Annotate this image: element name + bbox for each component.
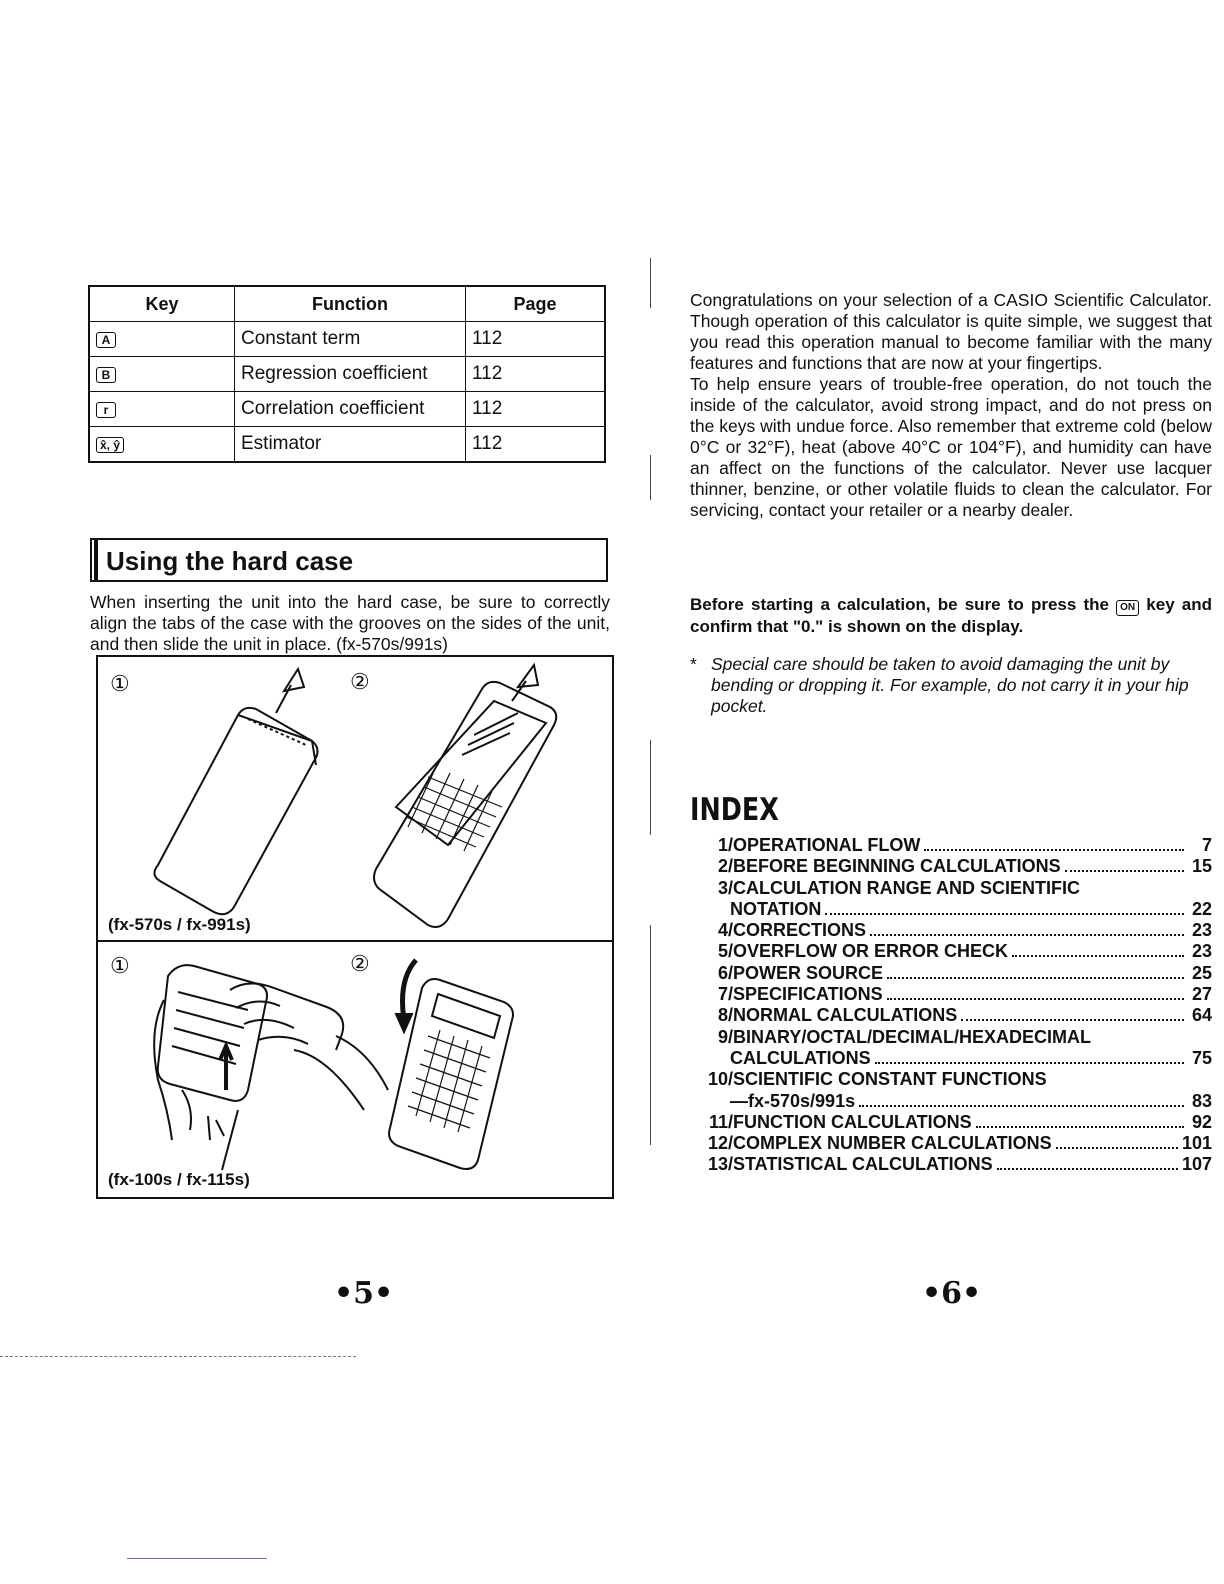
index-leader-dots [961, 1019, 1184, 1021]
index-entry-page: 75 [1191, 1047, 1212, 1068]
step-1-label: ① [110, 953, 130, 978]
index-entry-continuation [690, 1091, 1212, 1112]
index-entry-label: CALCULATION RANGE AND SCIENTIFIC [733, 877, 1080, 898]
index-leader-dots [924, 849, 1184, 851]
index-leader-dots [875, 1062, 1184, 1064]
index-entry-label: FUNCTION CALCULATIONS [733, 1111, 972, 1132]
index-number: 11 [708, 1111, 728, 1132]
index-entry [690, 984, 1212, 1005]
index-entry-page: 22 [1191, 898, 1212, 919]
intro-text [690, 290, 1212, 521]
index-number: 3 [717, 877, 728, 898]
care-paragraph: To help ensure years of trouble-free operation, do not touch the inside of the calculator, avoid strong impact, and do not press on the keys with undue force. Also remember that extreme cold (below 0°C or 32°F), heat (above 40°C or 104°F), and humidity can have an affect on the functions of the calculator. Never use lacquer thinner, benzine, or other volatile fluids to clean the calculator. For servicing, contact your retailer or a nearby dealer. [690, 374, 1212, 520]
header-function: Function [235, 286, 466, 322]
header-key: Key [89, 286, 235, 322]
caption-top: (fx-570s / fx-991s) [108, 915, 251, 934]
index-number: 13 [707, 1154, 728, 1175]
index-entry-label: NORMAL CALCULATIONS [733, 1005, 958, 1026]
index-entry-number: 10/ [707, 1069, 733, 1090]
index-entry-number: 5/ [717, 941, 733, 962]
start-instruction-part2: key and confirm that "0." is shown on the display. [690, 595, 1213, 636]
index-entry-number: 4/ [717, 920, 733, 941]
index-entry-number: 2/ [717, 856, 733, 877]
index-list [690, 835, 1212, 1176]
index-leader-dots [887, 977, 1184, 979]
page-cell: 112 [466, 322, 606, 357]
index-entry-label: COMPLEX NUMBER CALCULATIONS [733, 1133, 1052, 1154]
index-entry-label: SCIENTIFIC CONSTANT FUNCTIONS [733, 1069, 1047, 1090]
section-heading-box [90, 538, 608, 582]
note-asterisk: * [690, 654, 697, 674]
index-entry-continuation [690, 1048, 1212, 1069]
index-entry-number: 13/ [707, 1154, 733, 1175]
index-entry [690, 1027, 1212, 1048]
function-cell: Constant term [235, 322, 466, 357]
scan-rule [127, 1558, 267, 1559]
index-entry-page: 7 [1201, 835, 1212, 855]
index-number: 5 [717, 941, 728, 962]
index-entry [690, 920, 1212, 941]
index-entry [690, 1069, 1212, 1090]
index-title: INDEX [690, 792, 779, 828]
function-cell: Estimator [235, 427, 466, 463]
index-number: 6 [717, 962, 728, 983]
index-entry [690, 856, 1212, 877]
key-function-table [88, 285, 606, 463]
page-cell: 112 [466, 357, 606, 392]
index-leader-dots [997, 1168, 1178, 1170]
header-page: Page [466, 286, 606, 322]
index-entry-number: 7/ [717, 984, 733, 1005]
key-cap: A [96, 332, 116, 348]
index-entry-page: 25 [1191, 962, 1212, 983]
index-entry-page: 23 [1191, 920, 1212, 941]
start-instruction-part1: Before starting a calculation, be sure to press the [690, 595, 1109, 614]
index-number: 9 [717, 1026, 728, 1047]
page-number-right: •6• [922, 1276, 982, 1311]
index-entry-continuation [690, 899, 1212, 920]
index-number: 1 [717, 835, 728, 855]
index-entry-page: 15 [1191, 856, 1212, 877]
table-row [89, 427, 605, 463]
key-cap: B [96, 367, 116, 383]
index-leader-dots [1012, 955, 1184, 957]
index-entry-label: OPERATIONAL FLOW [733, 835, 921, 855]
index-entry-label: OVERFLOW OR ERROR CHECK [733, 941, 1009, 962]
index-leader-dots [870, 934, 1184, 936]
index-entry-page: 107 [1181, 1154, 1212, 1175]
hard-case-illustration [96, 655, 614, 1199]
index-leader-dots [1065, 870, 1184, 872]
function-cell: Correlation coefficient [235, 392, 466, 427]
caption-bottom: (fx-100s / fx-115s) [108, 1170, 250, 1189]
index-entry [690, 1112, 1212, 1133]
function-cell: Regression coefficient [235, 357, 466, 392]
index-entry [690, 1133, 1212, 1154]
page-number-left: •5• [334, 1276, 394, 1311]
index-entry-number: 3/ [717, 877, 733, 898]
index-entry-number: 6/ [717, 962, 733, 983]
index-leader-dots [859, 1105, 1184, 1107]
index-number: 12 [707, 1133, 728, 1154]
index-number: 4 [717, 920, 728, 941]
table-row [89, 357, 605, 392]
index-entry [690, 835, 1212, 856]
index-entry [690, 1154, 1212, 1175]
index-entry-page: 23 [1191, 941, 1212, 962]
on-key-cap: ON [1116, 600, 1139, 616]
index-entry [690, 963, 1212, 984]
index-number: 7 [717, 984, 728, 1005]
note-text: Special care should be taken to avoid damaging the unit by bending or dropping it. For example, do not carry it in your hip pocket. [711, 654, 1189, 716]
index-leader-dots [825, 913, 1184, 915]
index-entry-page: 83 [1191, 1090, 1212, 1111]
gutter-line [650, 740, 651, 835]
index-entry-number: 8/ [717, 1005, 733, 1026]
index-entry-label-cont: —fx-570s/991s [730, 1090, 856, 1111]
index-number: 10 [707, 1069, 728, 1090]
intro-paragraph: Congratulations on your selection of a CASIO Scientific Calculator. Though operation of this calculator is quite simple, we suggest that you read this operation manual to become familiar with the many features and functions that are now at your fingertips. [690, 290, 1212, 373]
index-entry-page: 101 [1181, 1133, 1212, 1154]
index-entry-page: 27 [1191, 984, 1212, 1005]
index-entry-label-cont: CALCULATIONS [730, 1047, 871, 1068]
gutter-line [650, 925, 651, 1145]
key-cap: r [96, 402, 116, 418]
index-leader-dots [976, 1126, 1184, 1128]
index-entry-label: STATISTICAL CALCULATIONS [733, 1154, 993, 1175]
step-2-label: ② [350, 669, 370, 694]
index-entry-label: BEFORE BEGINNING CALCULATIONS [733, 856, 1061, 877]
care-note [690, 654, 1212, 717]
index-entry-label: BINARY/OCTAL/DECIMAL/HEXADECIMAL [733, 1026, 1091, 1047]
calculator-case-drawing [98, 657, 612, 940]
index-entry [690, 1005, 1212, 1026]
index-entry-number: 12/ [707, 1133, 733, 1154]
calculator-hands-drawing [98, 940, 612, 1197]
index-entry-label: POWER SOURCE [733, 962, 884, 983]
index-entry-number: 11/ [708, 1111, 733, 1132]
index-entry-label: CORRECTIONS [733, 920, 867, 941]
page-cell: 112 [466, 427, 606, 463]
index-leader-dots [1056, 1147, 1178, 1149]
key-cap: x̂, ŷ [96, 437, 124, 453]
start-instruction [690, 594, 1212, 637]
scan-rule [0, 1356, 356, 1357]
index-entry-page: 92 [1191, 1111, 1212, 1132]
gutter-line [650, 258, 651, 308]
index-number: 8 [717, 1005, 728, 1026]
index-entry-number: 9/ [717, 1026, 733, 1047]
section-heading: Using the hard case [106, 546, 354, 576]
index-entry [690, 941, 1212, 962]
index-entry-page: 64 [1191, 1005, 1212, 1026]
step-2-label: ② [350, 951, 370, 976]
table-row [89, 322, 605, 357]
gutter-line [650, 455, 651, 500]
index-leader-dots [887, 998, 1184, 1000]
index-entry-label-cont: NOTATION [730, 898, 822, 919]
index-entry-number: 1/ [717, 835, 733, 855]
index-number: 2 [717, 856, 728, 877]
index-entry [690, 878, 1212, 899]
page-cell: 112 [466, 392, 606, 427]
table-header-row [89, 286, 605, 322]
step-1-label: ① [110, 671, 130, 696]
hard-case-paragraph: When inserting the unit into the hard case, be sure to correctly align the tabs of the case with the grooves on the sides of the unit, and then slide the unit in place. (fx-570s/991s) [90, 592, 610, 654]
table-row [89, 392, 605, 427]
index-entry-label: SPECIFICATIONS [733, 984, 883, 1005]
